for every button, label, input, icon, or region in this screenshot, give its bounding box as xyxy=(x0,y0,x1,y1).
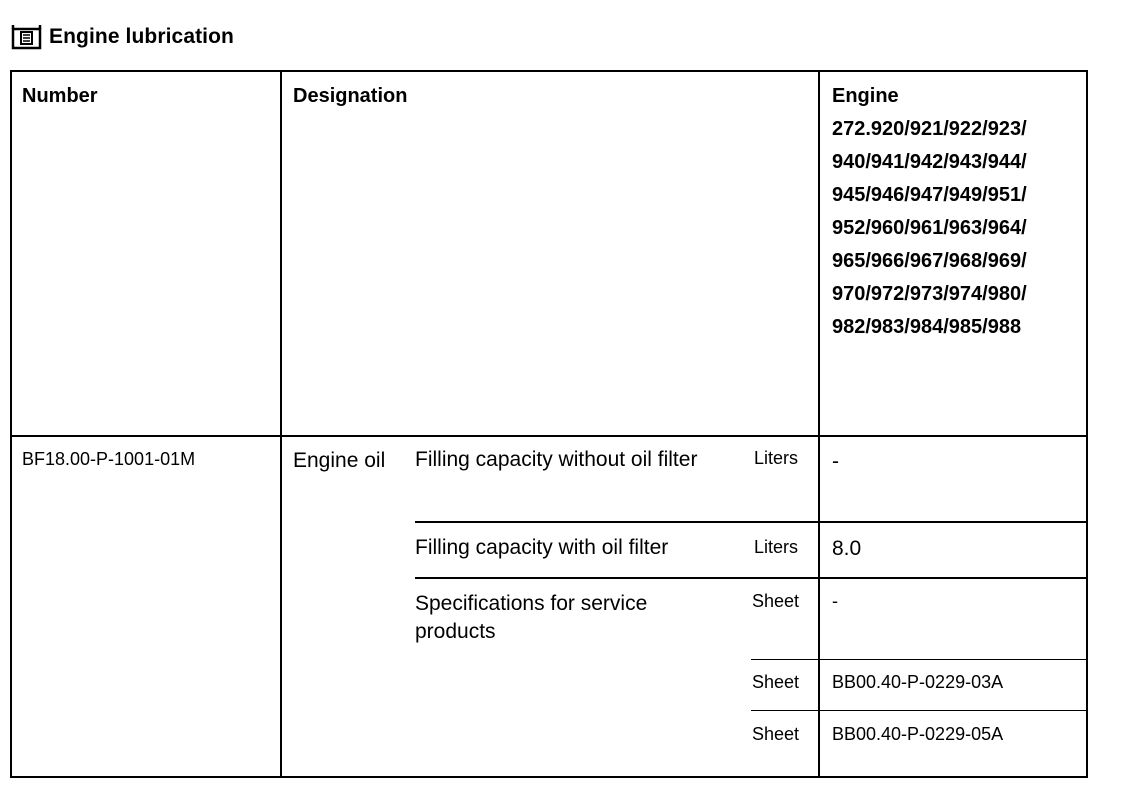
item-unit: Liters xyxy=(754,537,799,557)
sheet-reference: BB00.40-P-0229-05A xyxy=(832,724,1004,744)
item-label: Specifications for service products xyxy=(415,592,648,643)
page-title: Engine lubrication xyxy=(49,25,234,48)
item-unit: Sheet xyxy=(752,591,800,611)
header-divider xyxy=(12,435,1086,437)
item-value: - xyxy=(832,450,839,473)
designation-engine-oil: Engine oil xyxy=(293,449,386,472)
header-number: Number xyxy=(22,85,98,107)
header-designation: Designation xyxy=(293,85,408,107)
item-label: Filling capacity with oil filter xyxy=(415,536,669,559)
row-divider xyxy=(751,659,1086,660)
column-divider xyxy=(280,72,282,776)
row-divider xyxy=(751,710,1086,711)
sheet-unit: Sheet xyxy=(752,672,800,692)
item-value: 8.0 xyxy=(832,537,862,560)
section-title xyxy=(11,22,234,52)
column-divider xyxy=(818,72,820,776)
document-lubrication-icon xyxy=(11,23,43,51)
item-unit: Liters xyxy=(754,448,799,468)
row-divider xyxy=(415,521,1086,523)
sheet-unit: Sheet xyxy=(752,724,800,744)
sheet-reference: BB00.40-P-0229-03A xyxy=(832,672,1004,692)
engine-model-list: 272.920/921/922/923/ 940/941/942/943/944/ 945/946/947/949/951/ 952/960/961/963/964/ 965/966/967/968/969/ 970/972/973/974/980/ 982/983/984/985/988 xyxy=(832,118,1027,338)
header-engine: Engine xyxy=(832,85,899,107)
part-number: BF18.00-P-1001-01M xyxy=(22,449,196,469)
specification-table xyxy=(10,70,1088,778)
item-label: Filling capacity without oil filter xyxy=(415,448,698,471)
row-divider xyxy=(415,577,1086,579)
item-value: - xyxy=(832,591,838,611)
